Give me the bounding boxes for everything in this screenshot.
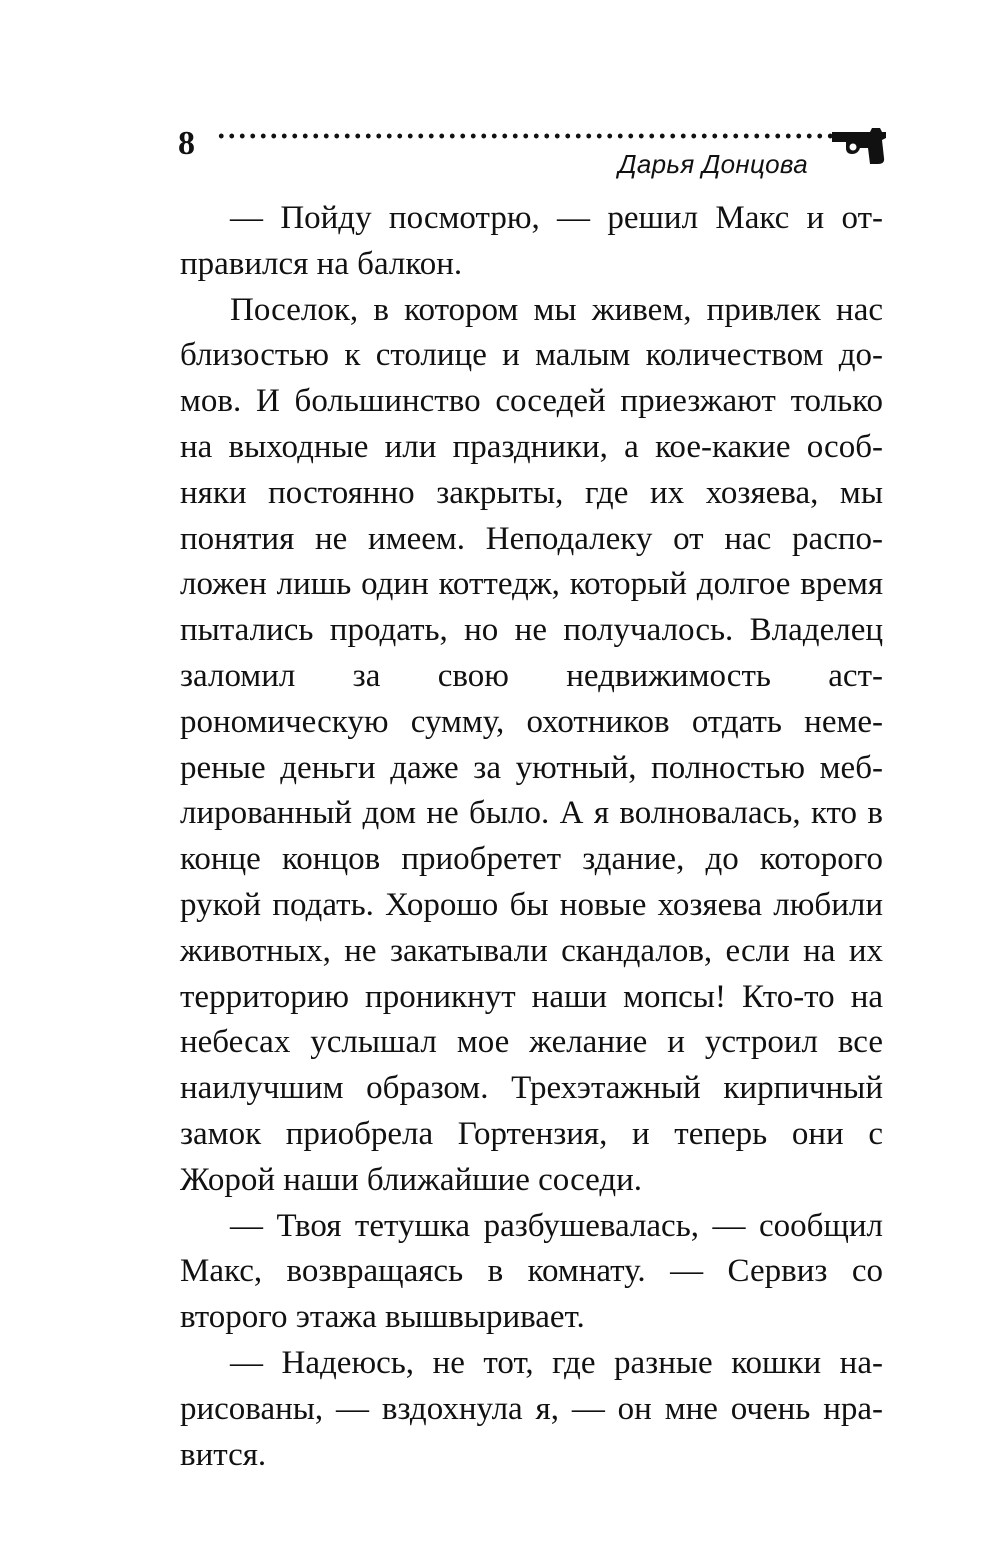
paragraph: — Пойду посмотрю, — решил Макс и отправился на балкон. (180, 200, 883, 282)
paragraph: Поселок, в котором мы живем, привлек нас близостью к столице и малым количеством домов. И большинство соседей приезжают только на выходные или праздники, а кое-какие особняки постоянно закрыты, где их хозяева, мы понятия не имеем. Неподалеку от нас расположен лишь один коттедж, который долгое время пытались продать, но не получалось. Владелец заломил за свою недвижимость астрономическую сумму, охотников отдать немереные деньги даже за уютный, полностью меблированный дом не было. А я волновалась, кто в конце концов приобретет здание, до которого рукой подать. Хорошо бы новые хозяева любили животных, не закатывали скандалов, если на их территорию проникнут наши мопсы! Кто-то на небесах услышал мое желание и устроил все наилучшим образом. Трехэтажный кирпичный замок приобрела Гортензия, и теперь они с Жорой наши ближайшие соседи. (180, 291, 883, 1198)
dotted-rule (216, 132, 844, 140)
revolver-icon (830, 124, 890, 166)
page-number: 8 (178, 125, 195, 162)
main-text (180, 196, 883, 1478)
paragraph: — Твоя тетушка разбушевалась, — сообщил Макс, возвращаясь в комнату. — Сервиз со второго этажа вышвыривает. (180, 1207, 883, 1336)
author-name: Дарья Донцова (618, 149, 808, 179)
paragraph: — Надеюсь, не тот, где разные кошки нарисованы, — вздохнула я, — он мне очень нравится. (180, 1344, 883, 1473)
